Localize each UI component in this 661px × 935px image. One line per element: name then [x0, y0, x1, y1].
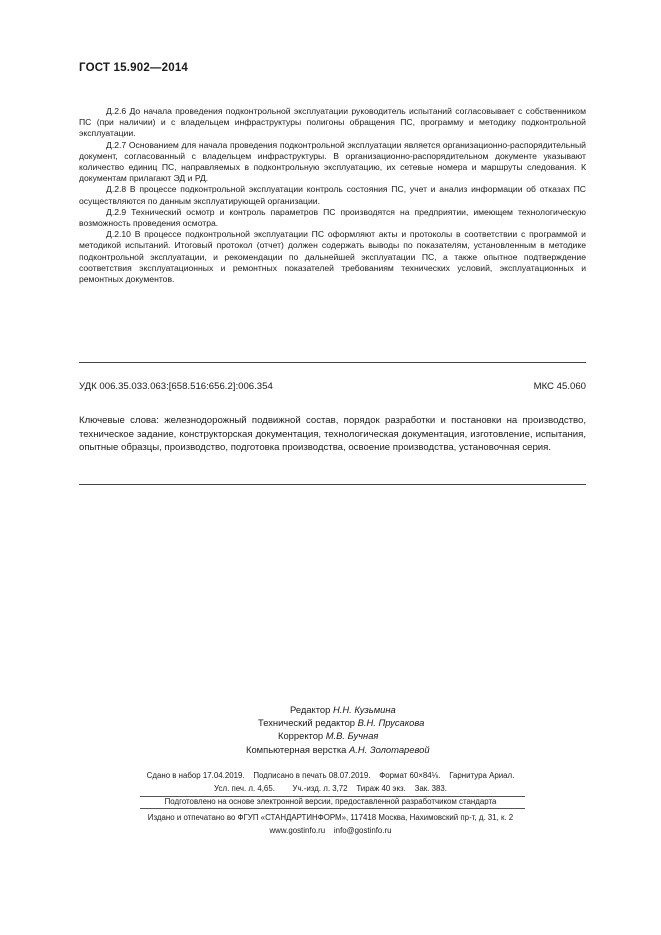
- credit-layout: [246, 743, 661, 756]
- publisher-address: Издано и отпечатано во ФГУП «СТАНДАРТИНФОРМ», 117418 Москва, Нахимовский пр-т, д. 31, к. 2: [147, 813, 514, 822]
- udk-code: УДК 006.35.033.063:[658.516:656.2]:006.354: [79, 381, 273, 392]
- credit-technical-editor: [258, 716, 661, 729]
- credit-name: В.Н. Прусакова: [357, 717, 425, 729]
- appendix-body: [79, 106, 586, 285]
- credit-role: Технический редактор: [258, 717, 356, 729]
- imprint-line-2: Усл. печ. л. 4,65. Уч.-изд. л. 3,72 Тираж 40 экз. Зак. 383.: [214, 783, 447, 793]
- paragraph-d-2-8: Д.2.8 В процессе подконтрольной эксплуатации контроль состояния ПС, учет и анализ информации об отказах ПС осуществляются по данным эксплуатирующей организации.: [79, 184, 586, 206]
- top-divider: [79, 362, 586, 363]
- bottom-divider: [79, 484, 586, 485]
- mks-code: МКС 45.060: [533, 381, 586, 392]
- credit-editor: [290, 703, 661, 716]
- publisher-divider: [140, 808, 525, 809]
- credit-role: Корректор: [278, 730, 324, 742]
- credit-role: Редактор: [290, 704, 331, 715]
- credits-block: [0, 703, 661, 756]
- credit-name: Н.Н. Кузьмина: [332, 704, 396, 715]
- paragraph-d-2-9: Д.2.9 Технический осмотр и контроль параметров ПС производятся на предприятии, имеющем технологическую возможность проведения осмотра.: [79, 206, 586, 229]
- imprint-block: [0, 770, 661, 796]
- credit-name: А.Н. Золотаревой: [349, 743, 430, 755]
- credit-proofreader: [278, 729, 661, 742]
- credit-name: М.В. Бучная: [325, 730, 379, 742]
- imprint-line-3: Подготовлено на основе электронной версии, предоставленной разработчиком стандарта: [164, 797, 497, 806]
- paragraph-d-2-10: Д.2.10 В процессе подконтрольной эксплуатации ПС оформляют акты и протоколы в соответствии с программой и методикой испытаний. Итоговый протокол (отчет) должен содержать выводы по показателям, установленным в методике подконтрольной эксплуатации, и рекомендации по дальнейшей эксплуатации ПС, а также опытное подтверждение соответствия эксплуатационных и ремонтных показателей требованиям технических условий, эксплуатационных и ремонтных документов.: [79, 229, 586, 285]
- document-header: ГОСТ 15.902—2014: [79, 62, 189, 74]
- credit-role: Компьютерная верстка: [246, 743, 347, 755]
- imprint-line-1: Сдано в набор 17.04.2019. Подписано в печать 08.07.2019. Формат 60×84⅛. Гарнитура Ариал.: [146, 771, 515, 780]
- publisher-block: [0, 812, 661, 838]
- paragraph-d-2-7: Д.2.7 Основанием для начала проведения подконтрольной эксплуатации является организационно-распорядительный документ, согласованный с владельцем инфраструктуры. В организационно-распорядительном документе указывают количество единиц ПС, направляемых в подконтрольную эксплуатацию, их сетевые номера и маршруты следования. К документам прилагают ЭД и РД.: [79, 139, 586, 184]
- keywords-block: Ключевые слова: железнодорожный подвижной состав, порядок разработки и постановки на производство, техническое задание, конструкторская документация, технологическая документация, изготовление, испытания, опытные образцы, производство, подготовка производства, освоение производства, установочная серия.: [79, 415, 586, 454]
- paragraph-d-2-6: Д.2.6 До начала проведения подконтрольной эксплуатации руководитель испытаний согласовывает с собственником ПС (при наличии) и с владельцем инфраструктуры полигоны обращения ПС, программу и методику подконтрольной эксплуатации.: [79, 106, 586, 139]
- publisher-contacts: www.gostinfo.ru info@gostinfo.ru: [269, 825, 392, 835]
